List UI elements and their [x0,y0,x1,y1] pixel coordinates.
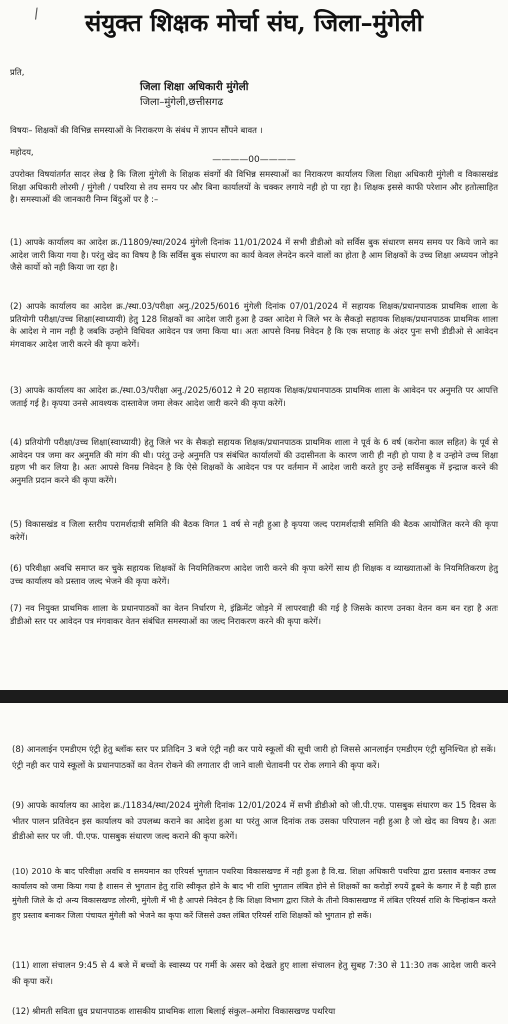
point-9: (9) आपके कार्यालय का आदेश क्र./11834/स्था/2024 मुंगेली दिनांक 12/01/2024 में सभी डीडीओ को जी.पी.एफ. पासबुक संधारण कर 15 दिवस के भीतर पालन प्रतिवेदन इस कार्यालय को उपलब्ध कराने का आदेश हुआ था परंतु आज दिनांक तक उसका परिपालन नही हुआ है जो खेद का विषय है। अतः डीडीओ स्तर पर जी. पी.एफ. पासबुक संधारण जल्द कराने की कृपा करेगें। [12,801,496,842]
point-6: (6) परिवीक्षा अवधि समाप्त कर चुके सहायक शिक्षकों के नियमितिकरण आदेश जारी करने की कृपा करेगें साथ ही शिक्षक व व्याख्याताओं के नियमितिकरण हेतु उच्च कार्यालय को प्रस्ताव जल्द भेजने की कृपा करेगें। [10,563,498,586]
prati-label: प्रति, [10,67,25,77]
salutation: महोदय, [10,147,34,157]
point-5: (5) विकासखंड व जिला स्तरीय परामर्शदात्री समिति की बैठक विगत 1 वर्ष से नही हुआ है कृपया जल्द परामर्शदात्री समिति की बैठक आयोजित करने की कृपा करेगें। [10,519,498,542]
subject-line: विषयः– शिक्षकों की विभिन्न समस्याओं के निराकरण के संबंध में ज्ञापन सौंपने बावत । [10,125,263,135]
point-3: (3) आपके कार्यालय का आदेश क्र./स्था.03/परीक्षा अनु./2025/6012 मे 20 सहायक शिक्षक/प्रधानपाठक प्राथमिक शाला के आवेदन पर अनुमति पर आपत्ति जताई गई है। कृपया उनसे आवश्यक दास्तावेज जमा लेकर आदेश जारी करने की कृपा करेगें। [10,385,498,408]
page-gap [0,690,508,703]
point-4: (4) प्रतियोगी परीक्षा/उच्च शिक्षा(स्वाध्यायी) हेतु जिले भर के सैकड़ो सहायक शिक्षक/प्रधानपाठक प्राथमिक शाला ने पूर्व के 6 वर्ष (करोना काल सहित) के पूर्व से आवेदन पत्र जमा कर अनुमति की मांग की थी। परंतु उन्हे अनुमति पत्र संबंधित कार्यालयों की उदासीनता के कारण जारी ही नही हो पाया है व उन्होने उच्च शिक्षा ग्रहण भी कर लिया है। अतः आपसे विनम्र निवेदन है कि ऐसे शिक्षकों के आवेदन पत्र पर वर्तमान में आदेश जारी करते हुए उन्हे सर्विसबुक में इन्द्राज करने की अनुमति प्रदान करने की कृपा करेंगे। [10,437,498,485]
point-7: (7) नव नियुक्त प्राथमिक शाला के प्रधानपाठकों का वेतन निर्धारण मे, इंक्रिमेंट जोड़ने में लापरवाही की गई है जिसके कारण उनका वेतन कम बन रहा है अतः डीडीओ स्तर पर आवेदन पत्र मंगवाकर वेतन संबंधित समस्याओं का जल्द निराकरण करने की कृपा करेगें। [10,603,498,626]
divider-line: ————00———— [212,155,296,165]
recipient-line-1: जिला शिक्षा अधिकारी मुंगेली [140,81,249,93]
letter-page-2 [0,703,508,1024]
handwritten-mark: / [32,5,41,23]
point-12: (12) श्रीमती सविता ध्रुव प्रधानपाठक शासकीय प्राथमिक शाला बिलाई संकुल–अमोरा विकासखण्ड पथरिया [12,1007,336,1017]
point-8: (8) आनलाईन एमडीएम एंट्री हेतु ब्लॉक स्तर पर प्रतिदिन 3 बजे एंट्री नही कर पाये स्कूलों की सूची जारी हो जिससे आनलाईन एमडीएम एंट्री सुनिश्चित हो सकें। एंट्री नही कर पाये स्कूलों के प्रधानपाठकों का वेतन रोकने की लगातार दी जाने वाली चेतावनी पर रोक लगाने की कृपा करें। [12,745,496,771]
intro-paragraph: उपरोक्त विषयांतर्गत सादर लेख है कि जिला मुंगेली के शिक्षक संवर्गो की विभिन्न समस्याओं का निराकरण कार्यालय जिला शिक्षा अधिकारी मुंगेली व विकासखंड शिक्षा अधिकारी लोरमी / मुंगेली / पथरिया से तय समय पर और बिना कार्यालयों के चक्कर लगाये नही हो पा रहा है। शिक्षक इससे काफी परेशान और हतोत्साहित है। समस्याओं की जानकारी निम्न बिंदुओं पर है :– [10,169,498,204]
point-1: (1) आपके कार्यालय का आदेश क्र./11809/स्था/2024 मुंगेली दिनांक 11/01/2024 में सभी डीडीओ को सर्विस बुक संधारण समय समय पर किये जाने का आदेश जारी किया गया है। परंतु खेद का विषय है कि सर्विस बुक संधारण का कार्य केवल लेनदेन करने वालों का होता है आम शिक्षकों के उच्च शिक्षा अध्ययन जोड़ने जैसे कार्यो को नही किया जा रहा है। [10,237,498,272]
point-2: (2) आपके कार्यालय का आदेश क्र./स्था.03/परीक्षा अनु./2025/6016 मुंगेली दिनांक 07/01/2024 में सहायक शिक्षक/प्रधानपाठक प्राथमिक शाला के प्रतियोगी परीक्षा/उच्च शिक्षा(स्वाध्यायी) हेतु 128 शिक्षकों का आदेश जारी हुआ है उक्त आदेश मे जिले भर के सैकड़ो सहायक शिक्षक/प्रधानपाठक प्राथमिक शाला के आदेश मे नाम नही है जबकि उन्होने विधिवत आवेदन पत्र जमा किया था। अतः आपसे विनम्र निवेदन है कि एक सप्ताह के अंदर पुनः सभी डीडीओ से आवेदन मंगवाकर आदेश जारी करने की कृपा करेगें। [10,301,498,349]
point-10: (10) 2010 के बाद परिवीक्षा अवधि व समयमान का एरियर्स भुगतान पथरिया विकासखण्ड में नही हुआ है वि.ख. शिक्षा अधिकारी पथरिया द्वारा प्रस्ताव बनाकर उच्च कार्यालय को जमा किया गया है शासन से भुगतान हेतु राशि स्वीकृत होने के बाद भी राशि भुगतान लंबित होने से शिक्षकों का करोड़ों रुपयें डूबने के कगार में है यही हाल मुंगेली जिले के दो अन्य विकासखण्ड लोरमी, मुंगेली में भी है आपसे निवेदन है कि शिक्षा विभाग द्वारा जिले के तीनो विकासखण्ड में लंबित एरियर्स राशि के चिन्हांकन करते हुए प्रस्ताव बनाकर जिला पंचायत मुंगेली को भेजने का कृपा करें जिससे उक्त लंबित एरियर्स राशि शिक्षकों को भुगतान हो सकें। [12,867,496,920]
recipient-line-2: जिला–मुंगेली,छत्तीसगढ [140,97,224,108]
point-11: (11) शाला संचालन 9:45 से 4 बजे में बच्चों के स्वास्थ्य पर गर्मी के असर को देखते हुए शाला संचालन हेतु सुबह 7:30 से 11:30 तक आदेश जारी करने की कृपा करें। [12,961,496,987]
letterhead-title: संयुक्त शिक्षक मोर्चा संघ, जिला–मुंगेली [85,8,423,37]
